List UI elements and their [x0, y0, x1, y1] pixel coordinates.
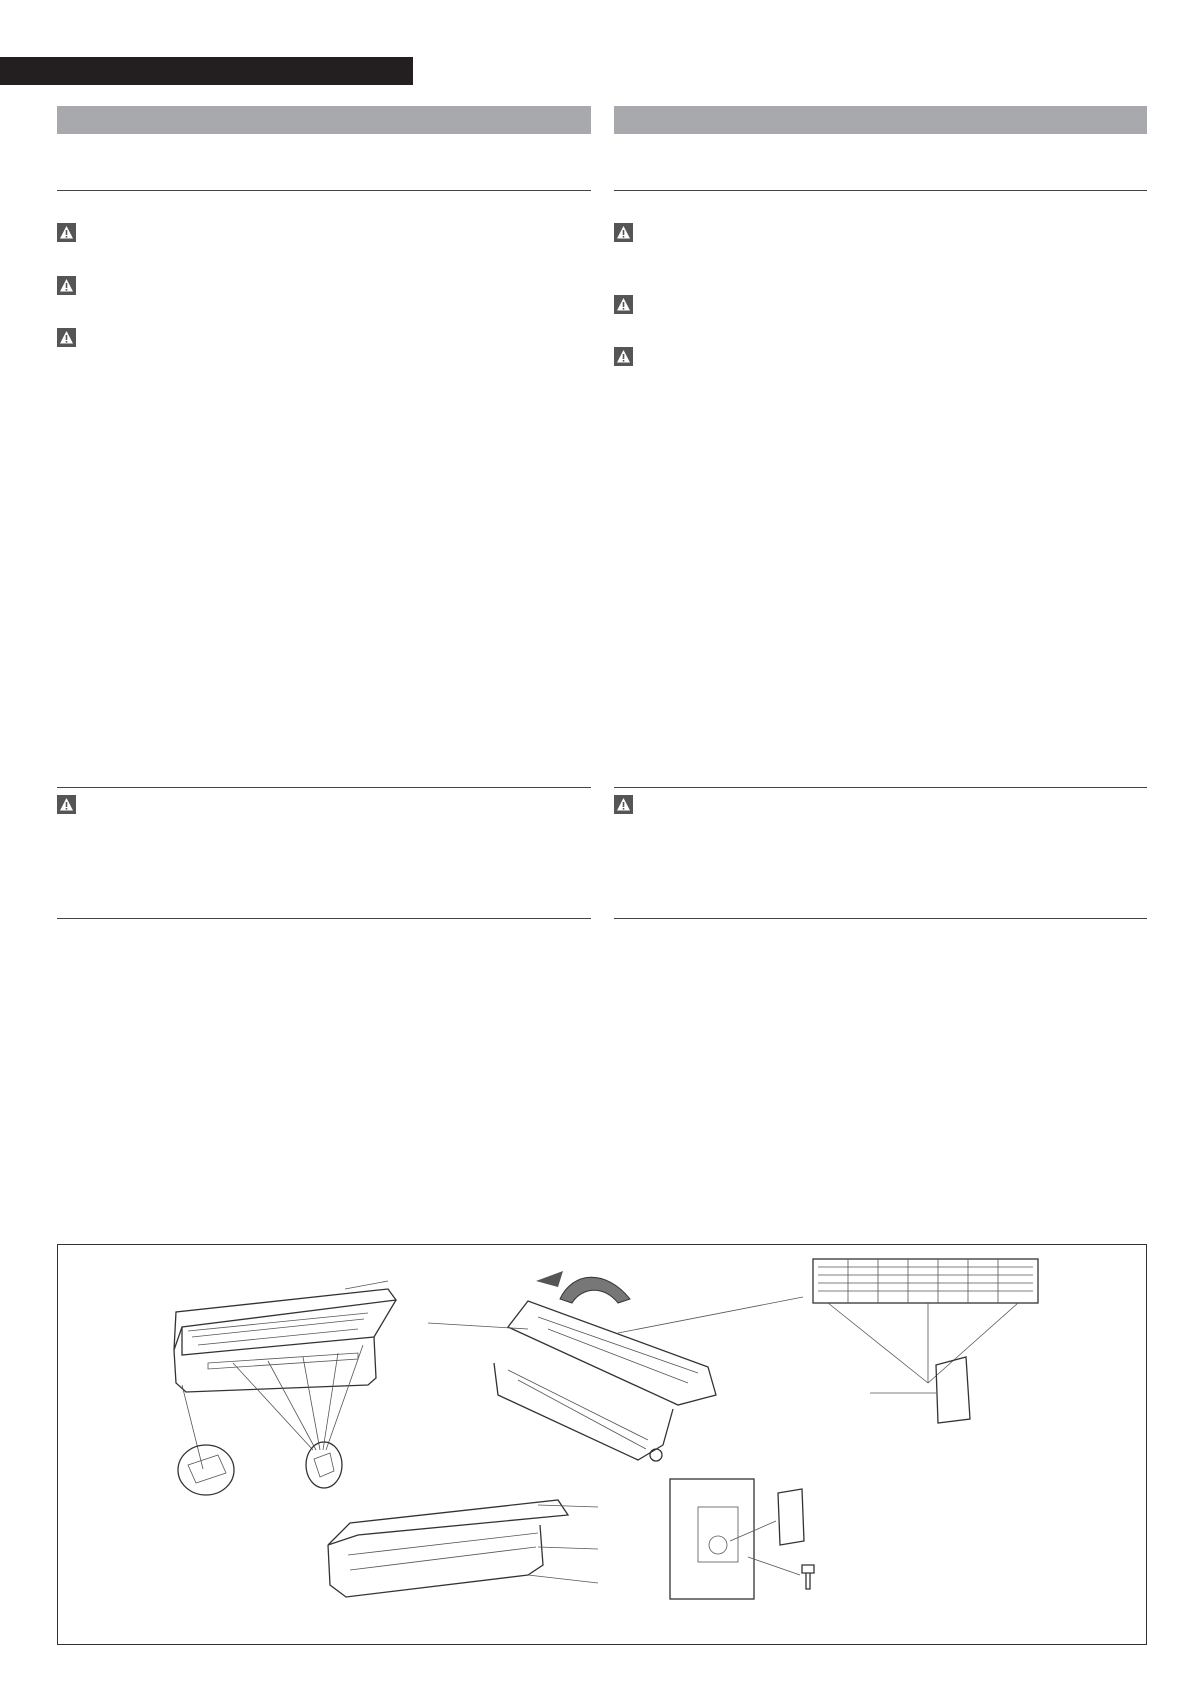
- section-header-bar: [0, 57, 413, 85]
- unit-lift-panel-figure: [428, 1271, 803, 1461]
- electrical-box-figure: [670, 1479, 814, 1599]
- warning-triangle-icon: [57, 795, 76, 814]
- warning-triangle-icon: [614, 347, 633, 366]
- left-column-heading: [57, 106, 591, 134]
- unit-service-figure: [328, 1500, 598, 1597]
- warning-triangle-icon: [614, 295, 633, 314]
- unit-open-panel-figure: [174, 1281, 396, 1495]
- warning-triangle-icon: [57, 223, 76, 242]
- left-divider-top: [57, 190, 591, 191]
- left-divider-mid: [57, 787, 591, 788]
- left-divider-bottom: [57, 918, 591, 919]
- warning-triangle-icon: [614, 223, 633, 242]
- warning-triangle-icon: [57, 328, 76, 347]
- ac-unit-illustrations: [58, 1245, 1148, 1646]
- right-column-heading: [614, 106, 1147, 134]
- warning-triangle-icon: [57, 276, 76, 295]
- warning-triangle-icon: [614, 795, 633, 814]
- right-divider-bottom: [614, 918, 1147, 919]
- right-divider-top: [614, 190, 1147, 191]
- right-divider-mid: [614, 787, 1147, 788]
- illustration-panel: [57, 1244, 1147, 1645]
- front-grille-figure: [813, 1259, 1038, 1423]
